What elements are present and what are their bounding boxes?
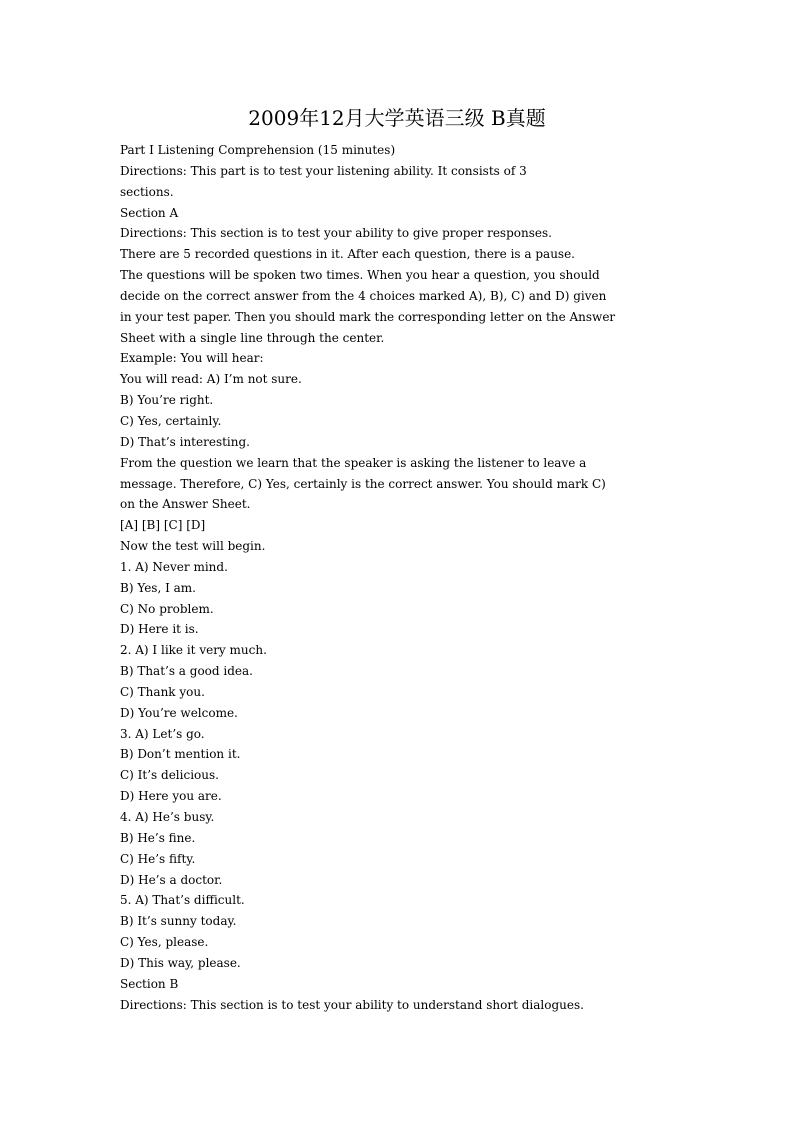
text-line: D) He’s a doctor. <box>120 872 223 887</box>
text-line: Example: You will hear: <box>120 351 264 366</box>
text-line: Section B <box>120 976 179 991</box>
text-line: in your test paper. Then you should mark the corresponding letter on the Answer <box>120 309 616 324</box>
text-line: Part I Listening Comprehension (15 minutes) <box>120 143 396 157</box>
text-line: B) That’s a good idea. <box>120 664 253 679</box>
text-line: sections. <box>120 184 174 199</box>
text-line: There are 5 recorded questions in it. After each question, there is a pause. <box>120 247 575 262</box>
text-line: Directions: This section is to test your ability to give proper responses. <box>120 226 552 241</box>
text-line: C) Yes, please. <box>120 935 209 950</box>
text-line: D) That’s interesting. <box>120 434 250 449</box>
text-line: decide on the correct answer from the 4 choices marked A), B), C) and D) given <box>120 288 607 303</box>
text-line: D) Here it is. <box>120 622 199 637</box>
text-line: C) Yes, certainly. <box>120 413 222 428</box>
text-line: Sheet with a single line through the center. <box>120 330 385 345</box>
text-line: D) You’re welcome. <box>120 705 238 720</box>
text-line: C) No problem. <box>120 601 214 616</box>
text-line: Directions: This part is to test your listening ability. It consists of 3 <box>120 163 527 178</box>
text-line: C) It’s delicious. <box>120 768 219 783</box>
text-line: C) Thank you. <box>120 684 205 699</box>
text-line: B) Yes, I am. <box>120 580 196 595</box>
text-line: 3. A) Let’s go. <box>120 726 205 741</box>
text-line: C) He’s fifty. <box>120 851 196 866</box>
text-line: 5. A) That’s difficult. <box>120 893 245 908</box>
text-line: D) This way, please. <box>120 955 241 970</box>
text-line: You will read: A) I’m not sure. <box>120 372 302 387</box>
text-line: D) Here you are. <box>120 789 222 804</box>
text-line: message. Therefore, C) Yes, certainly is the correct answer. You should mark C) <box>120 476 606 491</box>
document-title: 2009年12月大学英语三级 B真题 <box>248 106 546 130</box>
text-line: Now the test will begin. <box>120 539 266 554</box>
text-line: From the question we learn that the speaker is asking the listener to leave a <box>120 455 587 470</box>
text-line: Directions: This section is to test your ability to understand short dialogues. <box>120 997 584 1012</box>
text-line: B) It’s sunny today. <box>120 914 237 929</box>
document-body <box>120 140 690 1015</box>
text-line: B) Don’t mention it. <box>120 747 241 762</box>
text-line: on the Answer Sheet. <box>120 497 251 512</box>
text-line: The questions will be spoken two times. When you hear a question, you should <box>120 268 600 283</box>
text-line: Section A <box>120 205 179 220</box>
text-line: 1. A) Never mind. <box>120 559 228 574</box>
text-line: 2. A) I like it very much. <box>120 643 267 658</box>
text-line: B) You’re right. <box>120 393 214 408</box>
text-line: [A] [B] [C] [D] <box>120 518 206 533</box>
text-line: B) He’s fine. <box>120 830 196 845</box>
text-line: 4. A) He’s busy. <box>120 810 215 824</box>
